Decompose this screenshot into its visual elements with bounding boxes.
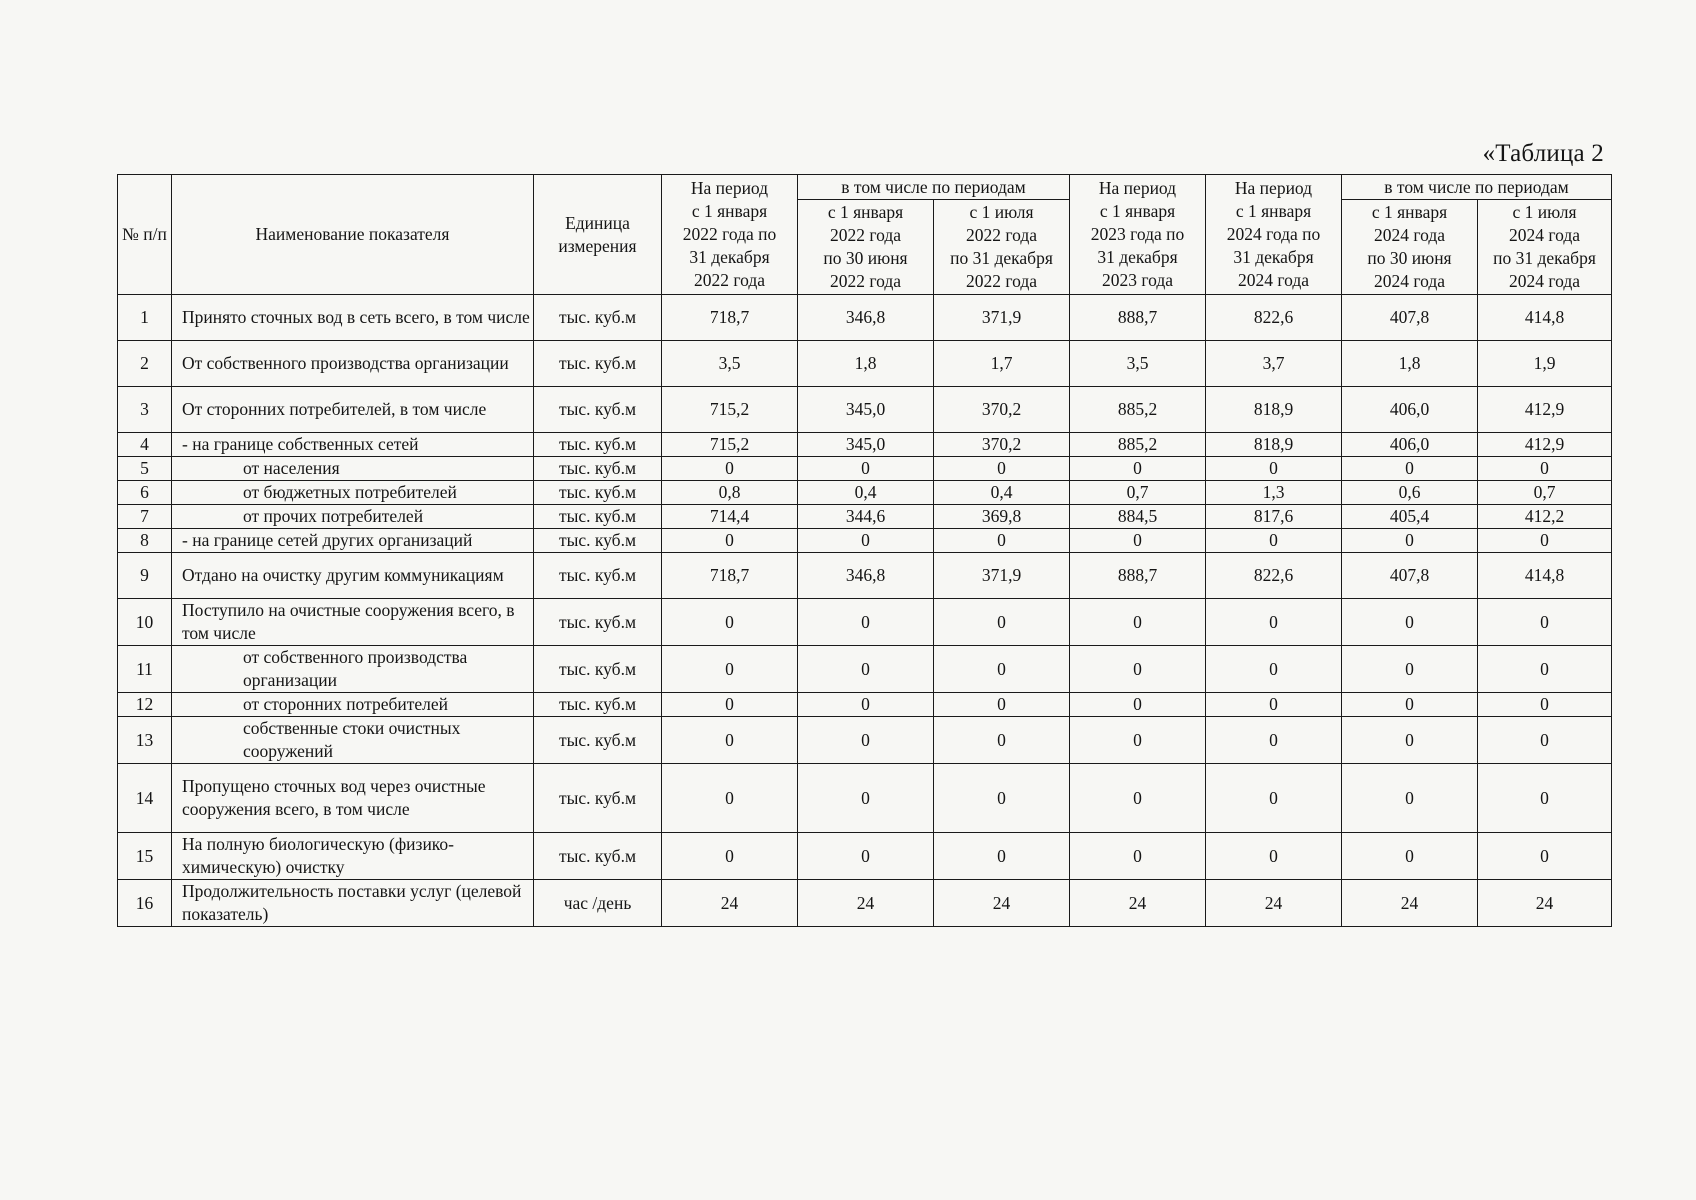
row-value: 1,8 <box>798 341 934 387</box>
row-value: 346,8 <box>798 553 934 599</box>
row-value: 0 <box>934 764 1070 833</box>
row-value: 0 <box>662 529 798 553</box>
row-value: 0 <box>798 717 934 764</box>
row-value: 24 <box>934 880 1070 927</box>
row-value: 885,2 <box>1070 387 1206 433</box>
row-unit: тыс. куб.м <box>534 529 662 553</box>
row-value: 0 <box>934 599 1070 646</box>
row-indicator-name: от сторонних потребителей <box>172 693 534 717</box>
table-body <box>118 295 1612 927</box>
row-value: 0 <box>1478 717 1612 764</box>
row-indicator-name: Принято сточных вод в сеть всего, в том числе <box>172 295 534 341</box>
row-indicator-name: От сторонних потребителей, в том числе <box>172 387 534 433</box>
row-unit: тыс. куб.м <box>534 646 662 693</box>
row-value: 0 <box>1070 717 1206 764</box>
row-number: 6 <box>118 481 172 505</box>
row-value: 0,7 <box>1070 481 1206 505</box>
row-value: 0 <box>1070 764 1206 833</box>
row-unit: тыс. куб.м <box>534 833 662 880</box>
row-value: 1,8 <box>1342 341 1478 387</box>
row-indicator-name: собственные стоки очистных сооружений <box>172 717 534 764</box>
row-value: 412,2 <box>1478 505 1612 529</box>
row-value: 0 <box>1206 457 1342 481</box>
row-value: 406,0 <box>1342 433 1478 457</box>
row-value: 407,8 <box>1342 553 1478 599</box>
row-number: 10 <box>118 599 172 646</box>
row-value: 371,9 <box>934 553 1070 599</box>
row-unit: тыс. куб.м <box>534 764 662 833</box>
row-value: 0 <box>1206 693 1342 717</box>
row-value: 0 <box>1478 457 1612 481</box>
row-value: 0,4 <box>798 481 934 505</box>
row-value: 3,7 <box>1206 341 1342 387</box>
row-number: 15 <box>118 833 172 880</box>
row-value: 0 <box>798 646 934 693</box>
row-value: 888,7 <box>1070 553 1206 599</box>
row-value: 818,9 <box>1206 433 1342 457</box>
row-indicator-name: - на границе собственных сетей <box>172 433 534 457</box>
row-value: 406,0 <box>1342 387 1478 433</box>
row-indicator-name: от населения <box>172 457 534 481</box>
row-value: 0 <box>1478 646 1612 693</box>
row-indicator-name: от прочих потребителей <box>172 505 534 529</box>
row-value: 1,9 <box>1478 341 1612 387</box>
row-value: 0 <box>662 693 798 717</box>
row-unit: тыс. куб.м <box>534 553 662 599</box>
row-value: 346,8 <box>798 295 934 341</box>
table-row <box>118 764 1612 833</box>
row-value: 24 <box>1206 880 1342 927</box>
row-number: 3 <box>118 387 172 433</box>
row-value: 0 <box>1342 529 1478 553</box>
row-value: 370,2 <box>934 387 1070 433</box>
row-value: 0 <box>1206 764 1342 833</box>
table-row <box>118 387 1612 433</box>
row-value: 3,5 <box>1070 341 1206 387</box>
table-row <box>118 505 1612 529</box>
row-value: 822,6 <box>1206 295 1342 341</box>
header-2022-h1: с 1 января 2022 года по 30 июня 2022 года <box>798 200 934 295</box>
row-unit: тыс. куб.м <box>534 505 662 529</box>
row-value: 414,8 <box>1478 553 1612 599</box>
row-value: 884,5 <box>1070 505 1206 529</box>
row-value: 24 <box>1070 880 1206 927</box>
row-value: 0 <box>1070 599 1206 646</box>
table-row <box>118 833 1612 880</box>
row-value: 0 <box>1342 717 1478 764</box>
row-value: 0 <box>1206 717 1342 764</box>
header-2022-h2: с 1 июля 2022 года по 31 декабря 2022 года <box>934 200 1070 295</box>
row-value: 3,5 <box>662 341 798 387</box>
row-unit: тыс. куб.м <box>534 433 662 457</box>
row-value: 412,9 <box>1478 387 1612 433</box>
row-number: 12 <box>118 693 172 717</box>
table-row <box>118 295 1612 341</box>
row-value: 345,0 <box>798 387 934 433</box>
table-row <box>118 693 1612 717</box>
row-value: 715,2 <box>662 433 798 457</box>
header-name: Наименование показателя <box>172 175 534 295</box>
row-number: 7 <box>118 505 172 529</box>
row-value: 718,7 <box>662 295 798 341</box>
row-number: 14 <box>118 764 172 833</box>
row-value: 0 <box>1070 457 1206 481</box>
row-value: 405,4 <box>1342 505 1478 529</box>
table-row <box>118 717 1612 764</box>
table-row <box>118 341 1612 387</box>
row-value: 0 <box>934 646 1070 693</box>
row-indicator-name: На полную биологическую (физико-химическую) очистку <box>172 833 534 880</box>
table-row <box>118 433 1612 457</box>
row-value: 0 <box>934 457 1070 481</box>
table-row <box>118 553 1612 599</box>
row-number: 9 <box>118 553 172 599</box>
table-row <box>118 646 1612 693</box>
header-period-2024: На период с 1 января 2024 года по 31 декабря 2024 года <box>1206 175 1342 295</box>
row-value: 0 <box>1342 833 1478 880</box>
table-row <box>118 529 1612 553</box>
row-value: 818,9 <box>1206 387 1342 433</box>
row-value: 24 <box>1478 880 1612 927</box>
row-value: 0 <box>1478 833 1612 880</box>
row-value: 0 <box>662 764 798 833</box>
table-caption: «Таблица 2 <box>1482 140 1604 167</box>
row-number: 4 <box>118 433 172 457</box>
row-number: 13 <box>118 717 172 764</box>
row-indicator-name: от собственного производства организации <box>172 646 534 693</box>
header-num: № п/п <box>118 175 172 295</box>
row-value: 0 <box>1342 599 1478 646</box>
row-value: 369,8 <box>934 505 1070 529</box>
row-value: 0,8 <box>662 481 798 505</box>
row-value: 0 <box>1206 599 1342 646</box>
row-value: 885,2 <box>1070 433 1206 457</box>
row-number: 1 <box>118 295 172 341</box>
row-unit: тыс. куб.м <box>534 341 662 387</box>
row-number: 8 <box>118 529 172 553</box>
row-value: 0 <box>1342 457 1478 481</box>
row-value: 0 <box>662 833 798 880</box>
row-value: 0 <box>662 457 798 481</box>
row-value: 0 <box>662 646 798 693</box>
row-value: 371,9 <box>934 295 1070 341</box>
header-unit: Единица измерения <box>534 175 662 295</box>
row-value: 0 <box>662 599 798 646</box>
row-indicator-name: Поступило на очистные сооружения всего, в том числе <box>172 599 534 646</box>
row-value: 24 <box>798 880 934 927</box>
row-value: 370,2 <box>934 433 1070 457</box>
row-number: 16 <box>118 880 172 927</box>
table-row <box>118 599 1612 646</box>
row-value: 24 <box>1342 880 1478 927</box>
row-value: 0 <box>934 717 1070 764</box>
row-value: 407,8 <box>1342 295 1478 341</box>
row-value: 0 <box>798 833 934 880</box>
row-unit: тыс. куб.м <box>534 387 662 433</box>
row-value: 0 <box>1342 764 1478 833</box>
header-2024-h2: с 1 июля 2024 года по 31 декабря 2024 года <box>1478 200 1612 295</box>
row-value: 0,4 <box>934 481 1070 505</box>
row-value: 0 <box>1478 529 1612 553</box>
row-value: 0 <box>798 764 934 833</box>
row-value: 888,7 <box>1070 295 1206 341</box>
row-value: 0 <box>934 693 1070 717</box>
header-group-2024: в том числе по периодам <box>1342 175 1612 200</box>
row-value: 0 <box>934 529 1070 553</box>
row-unit: час /день <box>534 880 662 927</box>
row-value: 1,7 <box>934 341 1070 387</box>
row-value: 0 <box>1206 646 1342 693</box>
row-unit: тыс. куб.м <box>534 295 662 341</box>
row-indicator-name: Пропущено сточных вод через очистные сооружения всего, в том числе <box>172 764 534 833</box>
row-value: 412,9 <box>1478 433 1612 457</box>
row-value: 0 <box>1342 646 1478 693</box>
header-period-2023: На период с 1 января 2023 года по 31 декабря 2023 года <box>1070 175 1206 295</box>
row-value: 414,8 <box>1478 295 1612 341</box>
row-value: 0 <box>662 717 798 764</box>
table-row <box>118 880 1612 927</box>
row-value: 0 <box>1478 693 1612 717</box>
row-value: 0 <box>1070 833 1206 880</box>
row-value: 718,7 <box>662 553 798 599</box>
row-number: 11 <box>118 646 172 693</box>
row-value: 24 <box>662 880 798 927</box>
row-value: 0 <box>1478 599 1612 646</box>
indicators-table <box>117 174 1612 927</box>
table-header <box>118 175 1612 295</box>
row-value: 0,7 <box>1478 481 1612 505</box>
table-row <box>118 481 1612 505</box>
row-unit: тыс. куб.м <box>534 481 662 505</box>
row-value: 345,0 <box>798 433 934 457</box>
row-value: 0 <box>1070 693 1206 717</box>
row-number: 5 <box>118 457 172 481</box>
header-2024-h1: с 1 января 2024 года по 30 июня 2024 года <box>1342 200 1478 295</box>
row-value: 0 <box>1206 529 1342 553</box>
row-unit: тыс. куб.м <box>534 693 662 717</box>
row-value: 0 <box>798 693 934 717</box>
row-value: 0 <box>798 599 934 646</box>
row-unit: тыс. куб.м <box>534 599 662 646</box>
row-value: 0 <box>798 457 934 481</box>
row-value: 0 <box>1342 693 1478 717</box>
header-group-2022: в том числе по периодам <box>798 175 1070 200</box>
row-number: 2 <box>118 341 172 387</box>
row-value: 0 <box>934 833 1070 880</box>
row-indicator-name: От собственного производства организации <box>172 341 534 387</box>
row-indicator-name: Отдано на очистку другим коммуникациям <box>172 553 534 599</box>
row-value: 1,3 <box>1206 481 1342 505</box>
row-indicator-name: - на границе сетей других организаций <box>172 529 534 553</box>
row-value: 714,4 <box>662 505 798 529</box>
row-indicator-name: Продолжительность поставки услуг (целевой показатель) <box>172 880 534 927</box>
row-value: 822,6 <box>1206 553 1342 599</box>
row-value: 0 <box>798 529 934 553</box>
row-value: 817,6 <box>1206 505 1342 529</box>
row-unit: тыс. куб.м <box>534 457 662 481</box>
row-value: 0 <box>1070 646 1206 693</box>
row-unit: тыс. куб.м <box>534 717 662 764</box>
row-value: 0,6 <box>1342 481 1478 505</box>
table-row <box>118 457 1612 481</box>
row-value: 344,6 <box>798 505 934 529</box>
row-value: 0 <box>1478 764 1612 833</box>
header-period-2022: На период с 1 января 2022 года по 31 декабря 2022 года <box>662 175 798 295</box>
row-value: 0 <box>1070 529 1206 553</box>
row-value: 715,2 <box>662 387 798 433</box>
row-indicator-name: от бюджетных потребителей <box>172 481 534 505</box>
row-value: 0 <box>1206 833 1342 880</box>
